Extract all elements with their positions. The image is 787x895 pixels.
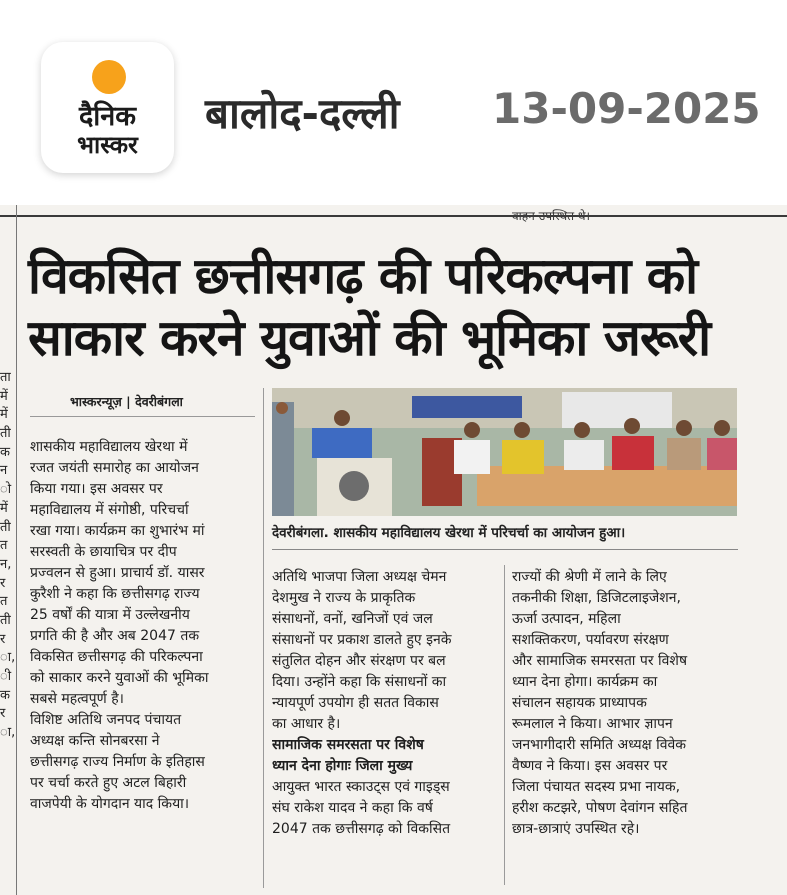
text-line: संतुलित दोहन और संरक्षण पर बल <box>272 653 446 669</box>
text-line: पर चर्चा करते हुए अटल बिहारी <box>30 775 187 791</box>
byline-divider <box>30 416 255 417</box>
subheading-line: सामाजिक समरसता पर विशेष <box>272 737 424 753</box>
edition-date: 13-09-2025 <box>492 84 761 133</box>
fragment-line: र <box>0 706 6 722</box>
text-line: रूमलाल ने किया। आभार ज्ञापन <box>512 716 673 732</box>
logo-text-line1: दैनिक <box>78 101 137 132</box>
text-line: संचालन सहायक प्राध्यापक <box>512 695 647 711</box>
text-line: सबसे महत्वपूर्ण है। <box>30 691 124 707</box>
adjacent-column-fragment <box>0 369 14 743</box>
newspaper-clipping <box>0 205 787 895</box>
fragment-line: त <box>0 538 8 554</box>
edition-name: बालोद-दल्ली <box>205 89 400 138</box>
text-line: किया गया। इस अवसर पर <box>30 481 163 497</box>
text-line: रखा गया। कार्यक्रम का शुभारंभ मां <box>30 523 205 539</box>
fragment-line: ती <box>0 519 11 535</box>
article-byline: भास्करन्यूज़ | देवरीबंगला <box>70 394 183 409</box>
text-line: छत्तीसगढ़ राज्य निर्माण के इतिहास <box>30 754 205 770</box>
column-divider <box>263 388 264 888</box>
fragment-line: में <box>0 500 8 516</box>
text-line: ऊर्जा उत्पादन, महिला <box>512 611 621 627</box>
fragment-line: त <box>0 594 8 610</box>
app-header <box>0 0 787 205</box>
text-line: दिया। उन्होंने कहा कि संसाधनों का <box>272 674 447 690</box>
text-line: वाजपेयी के योगदान याद किया। <box>30 796 190 812</box>
article-column-3 <box>512 567 739 840</box>
fragment-line: ी <box>0 669 12 684</box>
text-line: अध्यक्ष कन्ति सोनबरसा ने <box>30 733 160 749</box>
text-line: महाविद्यालय में संगोष्ठी, परिचर्चा <box>30 502 189 518</box>
text-line: 2047 तक छत्तीसगढ़ को विकसित <box>272 821 451 837</box>
event-photo-illustration <box>272 388 737 516</box>
fragment-line: ता <box>0 370 11 385</box>
fragment-line: में <box>0 388 8 404</box>
event-photo <box>272 388 737 516</box>
fragment-line: ा, <box>0 725 16 741</box>
text-line: वैष्णव ने किया। इस अवसर पर <box>512 758 668 774</box>
text-line: सशक्तिकरण, पर्यावरण संरक्षण <box>512 632 669 648</box>
column-divider <box>504 565 505 885</box>
text-line: जिला पंचायत सदस्य प्रभा नायक, <box>512 779 681 795</box>
text-line: हरीश कटझरे, पोषण देवांगन सहित <box>512 800 688 816</box>
text-line: शासकीय महाविद्यालय खेरथा में <box>30 439 188 455</box>
text-line: 25 वर्षों की यात्रा में उल्लेखनीय <box>30 607 190 623</box>
article-column-1 <box>30 437 255 815</box>
fragment-line: ती <box>0 612 11 628</box>
caption-divider <box>272 549 738 550</box>
fragment-line: ो <box>0 482 12 498</box>
fragment-line: ती <box>0 426 11 442</box>
sun-icon <box>92 60 126 94</box>
fragment-line: क <box>0 687 10 703</box>
text-line: कुरैशी ने कहा कि छत्तीसगढ़ राज्य <box>30 586 200 602</box>
text-line: प्रगति की है और अब 2047 तक <box>30 628 200 644</box>
fragment-line: ा, <box>0 650 16 666</box>
text-line: सरस्वती के छायाचित्र पर दीप <box>30 544 177 560</box>
fragment-line: न, <box>0 556 12 572</box>
text-line: का आधार है। <box>272 716 341 732</box>
text-line: प्रज्वलन से हुआ। प्राचार्य डॉ. यासर <box>30 565 205 581</box>
fragment-line: र <box>0 575 6 591</box>
fragment-line: क <box>0 444 10 460</box>
text-line: आयुक्त भारत स्काउट्स एवं गाइड्स <box>272 779 450 795</box>
text-line: संसाधनों पर प्रकाश डालते हुए इनके <box>272 632 452 648</box>
text-line: विशिष्ट अतिथि जनपद पंचायत <box>30 712 182 728</box>
photo-caption: देवरीबंगला. शासकीय महाविद्यालय खेरथा में परिचर्चा का आयोजन हुआ। <box>272 525 626 541</box>
text-line: न्यायपूर्ण उपयोग ही सतत विकास <box>272 695 439 711</box>
text-line: संघ राकेश यादव ने कहा कि वर्ष <box>272 800 433 816</box>
fragment-line: न <box>0 463 8 479</box>
text-line: ध्यान देना होगा। कार्यक्रम का <box>512 674 658 690</box>
column-divider <box>16 205 17 895</box>
article-headline <box>28 245 768 369</box>
headline-line: विकसित छत्तीसगढ़ की परिकल्पना को <box>28 247 698 305</box>
dainik-bhaskar-logo[interactable] <box>41 42 174 173</box>
fragment-line: में <box>0 407 8 423</box>
text-line: जनभागीदारी समिति अध्यक्ष विवेक <box>512 737 687 753</box>
subheading-line: ध्यान देना होगाः जिला मुख्य <box>272 758 413 774</box>
top-divider <box>0 215 787 217</box>
text-line: देशमुख ने राज्य के प्राकृतिक <box>272 590 416 606</box>
text-line: राज्यों की श्रेणी में लाने के लिए <box>512 569 667 585</box>
text-line: विकसित छत्तीसगढ़ की परिकल्पना <box>30 649 203 665</box>
article-column-2 <box>272 567 497 840</box>
text-line: तकनीकी शिक्षा, डिजिटलाइजेशन, <box>512 590 681 606</box>
text-line: रजत जयंती समारोह का आयोजन <box>30 460 199 476</box>
headline-line: साकार करने युवाओं की भूमिका जरूरी <box>28 309 711 367</box>
fragment-line: र <box>0 631 6 647</box>
logo-text-line2: भास्कर <box>77 131 138 159</box>
text-line: छात्र-छात्राएं उपस्थित रहे। <box>512 821 640 837</box>
text-line: संसाधनों, वनों, खनिजों एवं जल <box>272 611 433 627</box>
text-line: अतिथि भाजपा जिला अध्यक्ष चेमन <box>272 569 447 585</box>
text-line: और सामाजिक समरसता पर विशेष <box>512 653 688 669</box>
text-line: को साकार करने युवाओं की भूमिका <box>30 670 209 686</box>
